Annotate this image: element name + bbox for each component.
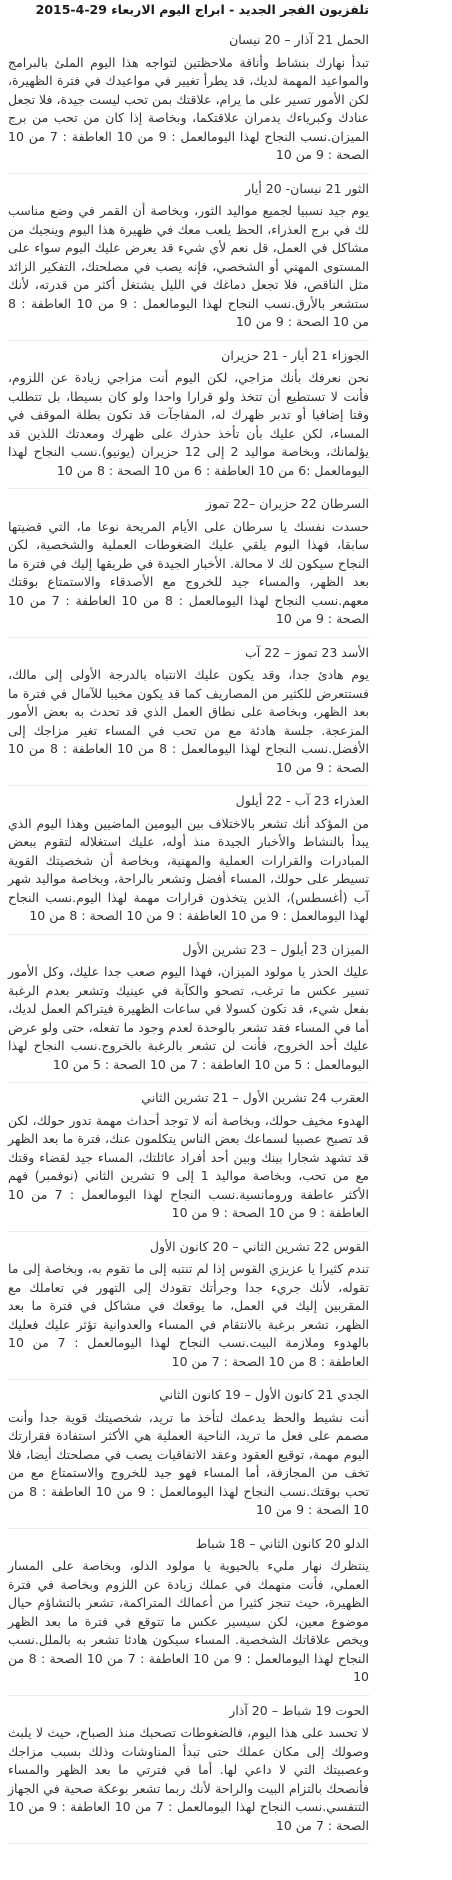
sign-rating: العمل : 7 من 10 العاطفة : 9 من 10 الصحة : 7 من 10: [8, 1799, 369, 1833]
sign-name: الجدي 21 كانون الأول – 19 كانون الثاني: [159, 1387, 369, 1402]
sign-body: [8, 1557, 369, 1687]
sign-text: ينتظرك نهار مليء بالحيوية يا مولود الدلو، وبخاصة على المسار العملي، فأنت منهمك في عملك زيادة عن اللزوم وبخاصة في فترة الظهيرة، حيث تنجز كثيرا من أعمالك المتراكمة، تشعر بالتشاؤم حيال موضوع معين، لكن سيسير عكس ما تتوقع في فترة ما بعد الظهر ويخص علاقاتك الشخصية. المساء سيكون هادئا تشعر به بالملل.نسب النجاح لهذا اليوم: [8, 1558, 369, 1666]
sign-body: [8, 666, 369, 777]
sign-text: نحن نعرفك بأنك مزاجي، لكن اليوم أنت مزاجي زيادة عن اللزوم، فأنت لا تستطيع أن تتخذ ولو قرارا واحدا ولو كان بسيطا، بل تتطلب وقتا إضافيا أو تدبر ظهرك له، المفاجآت قد تكون بطلة الموقف في المساء، لكن عليك بأن تأخذ حذرك على ظهرك ومعدتك اللذين قد يؤلمانك، وبخاصة مواليد 2 إلى 12 حزيران (يونيو).نسب النجاح لهذا اليوم: [8, 370, 369, 478]
sign-name: العذراء 23 آب - 22 أيلول: [235, 793, 369, 808]
sign-text: يوم هادئ جدا، وقد يكون عليك الانتباه بالدرجة الأولى إلى مالك، فستتعرض للكثير من المصاريف كما قد يكون مخيبا للآمال في فترة ما بعد الظهر، وبخاصة على نطاق العمل الذي قد تحدث به بعض الأمور المزعجة. جلسة هادئة مع من تحب في المساء تغير مزاجك إلى الأفضل.نسب النجاح لهذا اليوم: [8, 667, 369, 756]
sign-rating: العمل : 7 من 10 العاطفة : 9 من 10 الصحة : 9 من 10: [8, 1186, 369, 1220]
sign-text: من المؤكد أنك تشعر بالاختلاف بين اليومين الماضيين وهذا اليوم الذي يبدأ بالنشاط والأخبار الجيدة منذ أوله، عليك استغلاله لتقوم ببعض المبادرات والقرارات العملية والمهنية، وبخاصة أن شخصيتك القوية تسيطر على حولك، المساء أفضل وتشعر بالراحة، وبخاصة مواليد شهر آب (أغسطس)، الذين يتخذون قرارات مهمة لهذا اليوم.نسب النجاح لهذا اليوم: [8, 815, 369, 923]
horoscope-sign: [8, 935, 369, 1084]
sign-rating: العمل : 7 من 10 العاطفة : 8 من 10 الصحة : 7 من 10: [8, 1335, 369, 1369]
sign-name: الحمل 21 آذار – 20 نيسان: [229, 32, 369, 47]
sign-body: [8, 369, 369, 480]
sign-name: العقرب 24 تشرين الأول – 21 تشرين الثاني: [141, 1090, 369, 1105]
sign-text: لا تحسد على هذا اليوم، فالضغوطات تصحبك منذ الصباح، حيث لا يلبث وصولك إلى مكان عملك حتى تبدأ المناوشات وذلك بسبب مزاجك وعصبيتك التي لا داعي لها. أما في فترتي ما بعد الظهر والمساء فأنصحك بالتزام البيت والراحة لأنك ربما تشعر بوعكة صحية في الجهاز التنفسي.نسب النجاح لهذا اليوم: [8, 1725, 369, 1814]
horoscope-sign: [8, 1232, 369, 1381]
sign-text: تبدأ نهارك بنشاط وأناقة ملاحظتين لتواجه هذا اليوم الملئ بالبرامج والمواعيد المهمة لديك، قد يطرأ تغيير في مواعيدك في فترة الظهيرة، لكن الأمور تسير على ما يرام، علاقتك بمن تحب ليست جيدة، فلا تجعل عنادك وكبرياءك يدمران علاقتكما، وبخاصة إذا كان من تحب من برج الميزان.نسب النجاح لهذا اليوم: [8, 54, 369, 144]
horoscope-sign: [8, 25, 369, 174]
sign-rating: العمل :6 من 10 العاطفة : 6 من 10 الصحة : 8 من 10: [56, 462, 345, 478]
sign-rating: العمل : 9 من 10 العاطفة : 8 من 10 الصحة : 9 من 10: [8, 1483, 369, 1517]
sign-rating: العمل : 9 من 10 العاطفة : 9 من 10 الصحة : 8 من 10: [29, 908, 322, 923]
sign-name: القوس 22 تشرين الثاني – 20 كانون الأول: [149, 1238, 369, 1254]
sign-body: [8, 815, 369, 926]
sign-text: أنت نشيط والحظ يدعمك لتأخذ ما تريد، شخصيتك قوية جدا وأنت مصمم على فعل ما تريد، الناحية العملية هي الأكثر استفادة فقرارتك اليوم مهمة، توقيع العقود وعقد الاتفاقيات يصب في مصلحتك أيضا، فلا تخف من المجازفة، أما المساء فهو جيد للخروج والاستمتاع مع من تحب بوقتك.نسب النجاح لهذا اليوم: [8, 1409, 369, 1499]
sign-body: [8, 1409, 369, 1520]
article-title: [8, 1, 369, 19]
sign-body: [8, 1260, 369, 1371]
horoscope-sign: [8, 341, 369, 490]
signs-list: [8, 25, 369, 1844]
sign-name: الأسد 23 تموز – 22 آب: [244, 644, 369, 660]
sign-rating: العمل : 9 من 10 العاطفة : 7 من 10 الصحة : 9 من 10: [8, 128, 369, 162]
sign-text: عليك الحذر يا مولود الميزان، فهذا اليوم صعب جدا عليك، وكل الأمور تسير عكس ما ترغب، تصحو والكآبة في عينيك وتشعر بعدم الرغبة بفعل شيء، قد تكون كسولا في ساعات الظهيرة فيتراكم العمل لديك، أما في المساء فقد تشعر بالوحدة لعدم وجود ما تفعله، حتى ولو عرض عليك أحد الخروج، فأنت لن تشعر بالرغبة بالخروج.نسب النجاح لهذا اليوم: [8, 964, 369, 1072]
horoscope-sign: [8, 1380, 369, 1529]
sign-body: [8, 963, 369, 1074]
sign-name: السرطان 22 حزيران –22 تموز: [205, 496, 369, 511]
sign-text: حسدت نفسك يا سرطان على الأيام المريحة نوعا ما، التي قضيتها سابقا، فهذا اليوم يلقي عليك الضغوطات العملية والشخصية، لكن النجاح سيكون لك لا محالة. الأخبار الجيدة في طريقها إليك في فترة ما بعد الظهر، والمساء جيد للخروج مع الأصدقاء والاستمتاع بوقتك معهم.نسب النجاح لهذا اليوم: [8, 518, 369, 608]
sign-rating: العمل : 9 من 10 العاطفة : 8 من 10 الصحة : 9 من 10: [8, 295, 369, 329]
horoscope-sign: [8, 174, 369, 341]
sign-name: الدلو 20 كانون الثاني – 18 شباط: [195, 1535, 369, 1551]
sign-text: يوم جيد نسبيا لجميع مواليد الثور، وبخاصة أن القمر في وضع مناسب لك في برج العذراء، الحظ يلعب معك في ظهيرة هذا اليوم وينجيك من مشاكل في العمل، قل نعم لأي شيء قد يعرض عليك اليوم سواء على المستوى المهني أو الشخصي، فإنه يصب في مصلحتك، التفكير الزائد مثل الناقص، فلا تجعل دماغك في الليل يشتغل أكثر من قدرته، لأنك ستشعر بالأرق.نسب النجاح لهذا اليوم: [8, 203, 369, 311]
horoscope-sign: [8, 1083, 369, 1232]
sign-name: الجوزاء 21 أيار - 21 حزيران: [221, 347, 369, 363]
horoscope-sign: [8, 638, 369, 787]
horoscope-sign: [8, 786, 369, 935]
sign-rating: العمل : 8 من 10 العاطفة : 7 من 10 الصحة : 9 من 10: [8, 592, 369, 626]
headline-text: - ابراج اليوم الاربعاء 29-4-2015: [35, 2, 235, 17]
sign-name: الميزان 23 أيلول – 23 تشرين الأول: [182, 941, 369, 957]
sign-body: [8, 54, 369, 165]
sign-body: [8, 1112, 369, 1223]
sign-body: [8, 518, 369, 629]
sign-rating: العمل : 5 من 10 العاطفة : 7 من 10 الصحة : 5 من 10: [52, 1056, 345, 1072]
sign-text: الهدوء مخيف حولك، وبخاصة أنه لا توجد أحداث مهمة تدور حولك، لكن قد تصبح عصبيا لسماعك بعض الناس يتكلمون عنك، فترة ما بعد الظهر قد تشهد شجارا بينك وبين أحد أفراد عائلتك، المساء جيد لقضاء وقتك مع من تحب، وبخاصة مواليد 1 إلى 9 تشرين الثاني (نوفمبر) فهم الأكثر عاطفة ورومانسية.نسب النجاح لهذا اليوم: [8, 1112, 369, 1202]
sign-name: الحوت 19 شباط – 20 آذار: [229, 1702, 369, 1718]
sign-name: الثور 21 نيسان- 20 أيار: [245, 180, 369, 196]
sign-body: [8, 1724, 369, 1835]
sign-text: تندم كثيرا يا عزيزي القوس إذا لم تنتبه إلى ما تقوم به، وبخاصة إلى ما تقوله، لأنك جريء جدا وجرأتك تقودك إلى التهور في تعاملك مع المقربين إليك في العمل، ما يوقعك في مشاكل في فترة ما بعد الظهر، تشعر برغبة بالانتقام في المساء والعدوانية تؤثر عليك فعليك بالهدوء وملازمة البيت.نسب النجاح لهذا اليوم: [8, 1261, 369, 1350]
sign-rating: العمل : 9 من 10 العاطفة : 7 من 10 الصحة : 8 من 10: [8, 1650, 369, 1684]
sign-body: [8, 202, 369, 332]
horoscope-sign: [8, 1529, 369, 1696]
horoscope-sign: [8, 1696, 369, 1845]
horoscope-sign: [8, 489, 369, 638]
sign-rating: العمل : 8 من 10 العاطفة : 8 من 10 الصحة : 9 من 10: [8, 741, 369, 775]
source-name: تلفزيون الفجر الجديد: [238, 2, 369, 17]
